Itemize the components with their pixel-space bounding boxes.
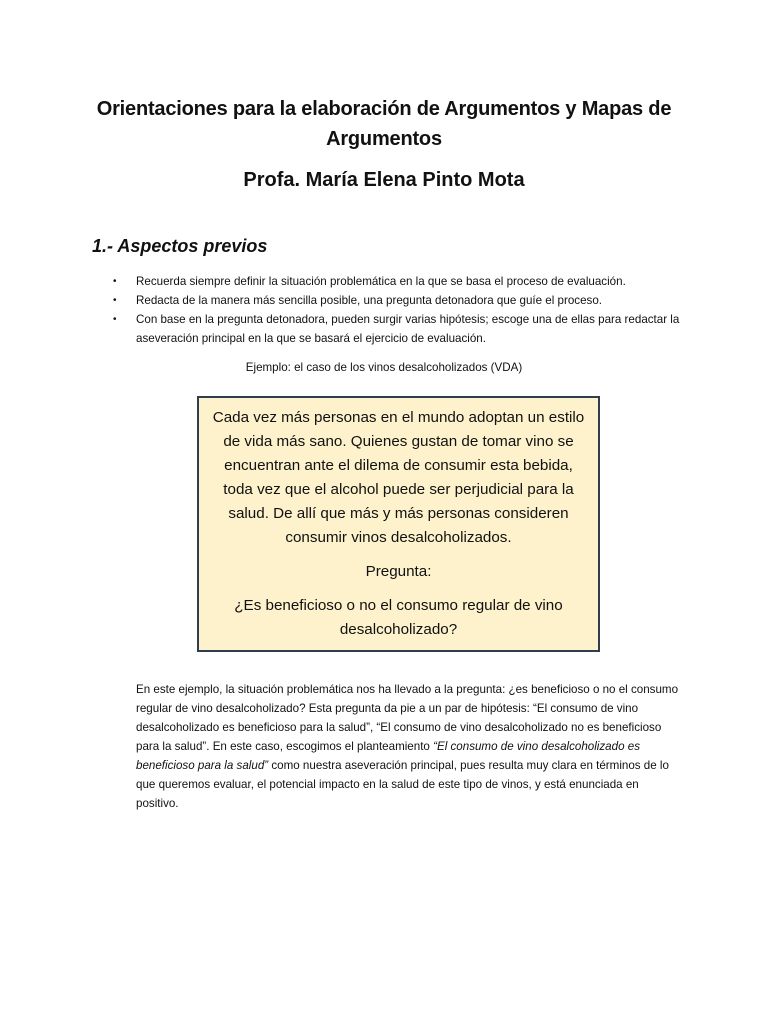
- document-title: Orientaciones para la elaboración de Argumentos y Mapas de Argumentos: [96, 98, 672, 150]
- bullet-item: [113, 272, 683, 291]
- bullet-text: Con base en la pregunta detonadora, pueden surgir varias hipótesis; escoge una de ellas para redactar la aseveración principal en la que se basará el ejercicio de evaluación.: [136, 313, 680, 345]
- bullet-list: [113, 272, 683, 348]
- explanation-text-before: En este ejemplo, la situación problemática nos ha llevado a la pregunta: ¿es beneficioso o no el consumo regular de vino desalcoholizado? Esta pregunta da pie a un par de hipótesis: “El consumo de vino desalcoholizado es beneficioso para la salud”, “El consumo de vino desalcoholizado no es beneficioso para la salud”. En este caso, escogimos el planteamiento: [136, 683, 679, 753]
- example-paragraph: Cada vez más personas en el mundo adoptan un estilo de vida más sano. Quienes gustan de tomar vino se encuentran ante el dilema de consumir esta bebida, toda vez que el alcohol puede ser perjudicial para la salud. De allí que más y más personas consideren consumir vinos desalcoholizados.: [212, 409, 585, 546]
- question-text: ¿Es beneficioso o no el consumo regular de vino desalcoholizado?: [234, 597, 563, 638]
- bullet-item: [113, 310, 683, 348]
- explanation-paragraph: [136, 680, 678, 813]
- bullet-icon: •: [113, 276, 117, 287]
- example-caption: Ejemplo: el caso de los vinos desalcoholizados (VDA): [245, 361, 523, 374]
- bullet-icon: •: [113, 295, 117, 306]
- bullet-text: Recuerda siempre definir la situación problemática en la que se basa el proceso de evaluación.: [136, 275, 626, 288]
- explanation-text-italic: “El consumo de vino desalcoholizado es beneficioso para la salud”: [136, 740, 640, 772]
- bullet-text: Redacta de la manera más sencilla posible, una pregunta detonadora que guíe el proceso.: [136, 294, 602, 307]
- section-heading-aspectos-previos: 1.- Aspectos previos: [92, 236, 268, 256]
- example-box: [197, 396, 600, 652]
- explanation-text-after: como nuestra aseveración principal, pues resulta muy clara en términos de lo que queremos evaluar, el potencial impacto en la salud de este tipo de vinos, y está enunciada en positivo.: [136, 759, 669, 810]
- document-author: Profa. María Elena Pinto Mota: [243, 169, 525, 191]
- bullet-item: [113, 291, 683, 310]
- bullet-icon: •: [113, 314, 117, 325]
- question-label: Pregunta:: [365, 563, 432, 580]
